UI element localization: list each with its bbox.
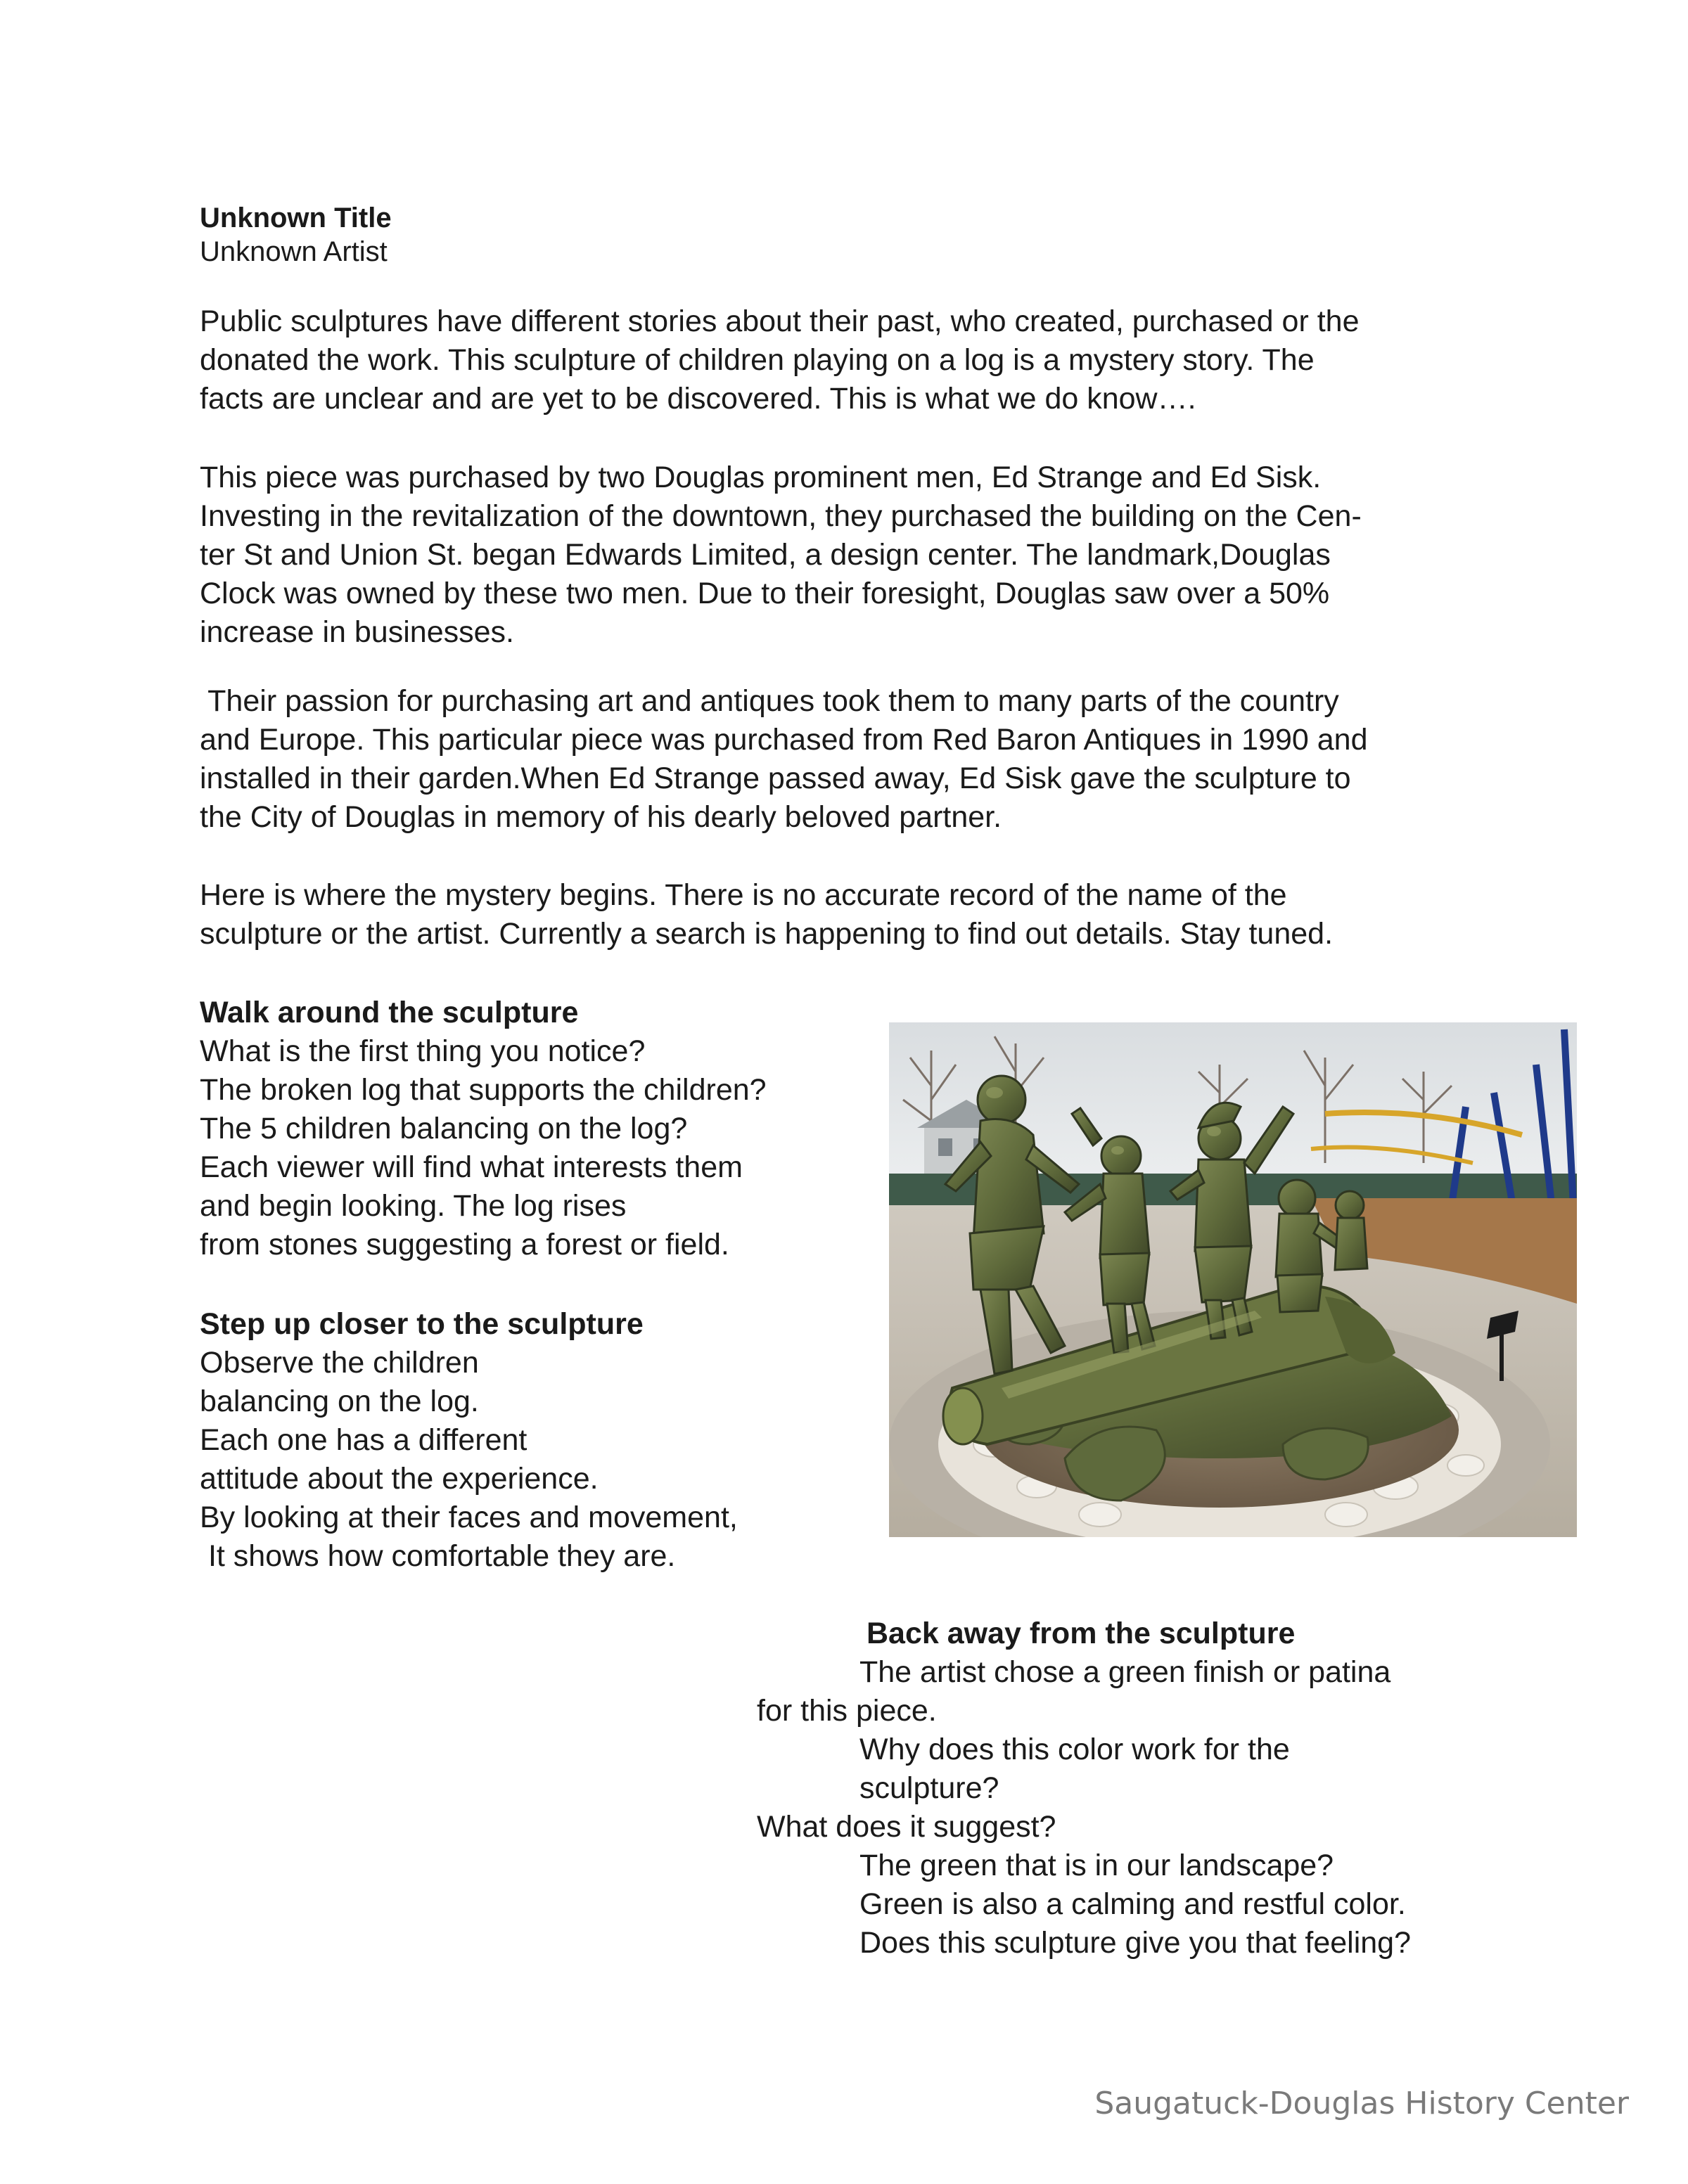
artwork-artist: Unknown Artist <box>200 236 388 267</box>
section-line: for this piece. <box>757 1694 937 1728</box>
paragraph-line: donated the work. This sculpture of children playing on a log is a mystery story. The <box>200 343 1315 377</box>
section-line: sculpture? <box>859 1771 999 1805</box>
purchase-history-paragraph <box>200 458 1362 652</box>
section-line: By looking at their faces and movement, <box>200 1501 738 1534</box>
section-line: The artist chose a green finish or patina <box>859 1655 1391 1689</box>
section-line: attitude about the experience. <box>200 1462 599 1496</box>
section-line: The 5 children balancing on the log? <box>200 1112 688 1145</box>
section-line: and begin looking. The log rises <box>200 1189 627 1223</box>
paragraph-line: ter St and Union St. began Edwards Limited, a design center. The landmark,Douglas <box>200 538 1331 572</box>
paragraph-line: facts are unclear and are yet to be discovered. This is what we do know…. <box>200 382 1196 416</box>
section-line: balancing on the log. <box>200 1385 479 1418</box>
paragraph-line: increase in businesses. <box>200 615 514 649</box>
section-line: What is the first thing you notice? <box>200 1034 646 1068</box>
section-line: It shows how comfortable they are. <box>200 1539 676 1573</box>
paragraph-line: installed in their garden.When Ed Strange passed away, Ed Sisk gave the sculpture to <box>200 762 1351 795</box>
sculpture-photo <box>889 1022 1577 1537</box>
section-heading: Step up closer to the sculpture <box>200 1307 644 1341</box>
back-away-section <box>757 1614 1530 1963</box>
artwork-header <box>200 201 392 269</box>
section-line: The broken log that supports the children? <box>200 1073 767 1107</box>
mystery-paragraph <box>200 876 1333 953</box>
section-line: Each viewer will find what interests them <box>200 1150 743 1184</box>
section-line: from stones suggesting a forest or field. <box>200 1228 729 1261</box>
paragraph-line: the City of Douglas in memory of his dearly beloved partner. <box>200 800 1002 834</box>
paragraph-line: Clock was owned by these two men. Due to their foresight, Douglas saw over a 50% <box>200 577 1330 610</box>
paragraph-line: This piece was purchased by two Douglas prominent men, Ed Strange and Ed Sisk. <box>200 461 1322 494</box>
section-line: Green is also a calming and restful color. <box>859 1887 1406 1921</box>
section-heading: Walk around the sculpture <box>200 996 579 1029</box>
sculpture-photo-image <box>889 1022 1577 1537</box>
section-line: Each one has a different <box>200 1423 528 1457</box>
paragraph-line: Here is where the mystery begins. There is no accurate record of the name of the <box>200 878 1287 912</box>
paragraph-line: Their passion for purchasing art and antiques took them to many parts of the country <box>200 684 1339 718</box>
section-line: Why does this color work for the <box>859 1733 1290 1766</box>
section-line: Does this sculpture give you that feeling? <box>859 1926 1412 1960</box>
intro-paragraph <box>200 302 1360 418</box>
paragraph-line: and Europe. This particular piece was purchased from Red Baron Antiques in 1990 and <box>200 723 1368 757</box>
footer-credit: Saugatuck-Douglas History Center <box>1094 2086 1629 2121</box>
section-line: Observe the children <box>200 1346 479 1380</box>
section-line: The green that is in our landscape? <box>859 1849 1334 1882</box>
donation-paragraph <box>200 682 1368 837</box>
artwork-title: Unknown Title <box>200 203 392 233</box>
paragraph-line: Investing in the revitalization of the downtown, they purchased the building on the Cen- <box>200 499 1362 533</box>
step-closer-section <box>200 1305 738 1576</box>
section-heading: Back away from the sculpture <box>867 1617 1296 1650</box>
walk-around-section <box>200 994 767 1264</box>
paragraph-line: Public sculptures have different stories about their past, who created, purchased or the <box>200 304 1360 338</box>
section-line: What does it suggest? <box>757 1810 1056 1844</box>
paragraph-line: sculpture or the artist. Currently a search is happening to find out details. Stay tuned. <box>200 917 1334 951</box>
